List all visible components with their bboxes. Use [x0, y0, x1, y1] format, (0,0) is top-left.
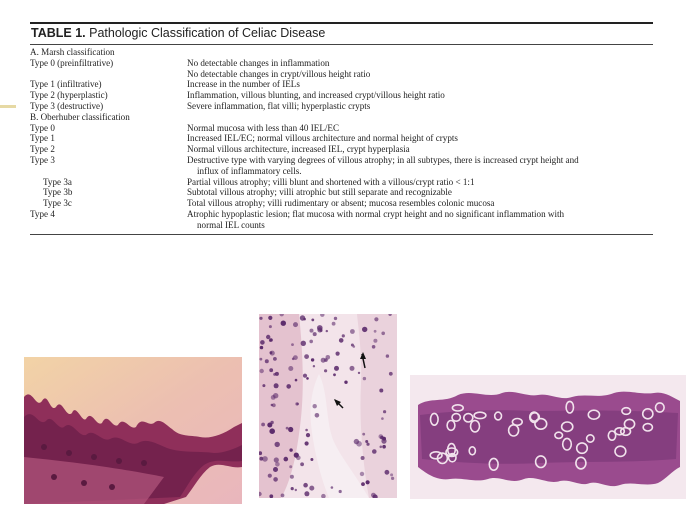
histology-image-left: [24, 357, 242, 504]
row-description-text: Destructive type with varying degrees of villous atrophy; in all subtypes, there is increased crypt height and: [187, 154, 579, 165]
table-row: [30, 90, 653, 101]
row-description: [187, 209, 653, 231]
row-description: [187, 112, 653, 123]
table-row: [30, 133, 653, 144]
row-description: [187, 144, 653, 155]
row-type-label: Type 1: [30, 133, 55, 144]
histology-image-center: [259, 314, 397, 498]
table-row: [30, 177, 653, 188]
table-row: [30, 209, 653, 231]
table-caption-title: Pathologic Classification of Celiac Disease: [89, 26, 326, 40]
table-caption-number: TABLE 1.: [31, 26, 86, 40]
row-type-label: Type 1 (infiltrative): [30, 79, 102, 90]
row-description: [187, 79, 653, 90]
table-row: [30, 155, 653, 177]
row-description: [187, 177, 653, 188]
row-description-text: No detectable changes in inflammation: [187, 57, 330, 68]
row-description-text: Normal villous architecture, increased IEL, crypt hyperplasia: [187, 144, 410, 155]
row-type-label: B. Oberhuber classification: [30, 111, 130, 122]
row-description-continuation: normal IEL counts: [197, 219, 265, 230]
row-type-label: Type 3a: [43, 176, 72, 187]
table-row: [30, 198, 653, 209]
table-caption: [30, 24, 653, 44]
row-description: [187, 133, 653, 144]
row-description: [187, 101, 653, 112]
table-row: [30, 123, 653, 134]
table-body: [30, 45, 653, 231]
row-description: [187, 47, 653, 58]
histology-image-right: [410, 375, 686, 499]
row-description: [187, 69, 653, 80]
table-row: [30, 144, 653, 155]
table-row: [30, 112, 653, 123]
row-type-label: Type 4: [30, 208, 55, 219]
table-row: [30, 101, 653, 112]
table-bottom-rule: [30, 234, 653, 235]
row-description-text: Increase in the number of IELs: [187, 79, 300, 90]
row-description: [187, 187, 653, 198]
row-description-text: Subtotal villous atrophy; villi atrophic but still separate and recognizable: [187, 187, 452, 198]
row-description: [187, 58, 653, 69]
row-description-text: Normal mucosa with less than 40 IEL/EC: [187, 122, 340, 133]
row-description-text: Inflammation, villous blunting, and increased crypt/villous height ratio: [187, 90, 445, 101]
row-description-text: Increased IEL/EC; normal villous architecture and normal height of crypts: [187, 133, 458, 144]
table-row: [30, 79, 653, 90]
row-type-label: Type 0 (preinfiltrative): [30, 57, 114, 68]
row-description-text: Partial villous atrophy; villi blunt and shortened with a villous/crypt ratio < 1:1: [187, 176, 475, 187]
row-type-label: Type 2: [30, 144, 55, 155]
side-accent-mark: [0, 105, 16, 108]
row-description-text: Severe inflammation, flat villi; hyperplastic crypts: [187, 100, 371, 111]
row-description-continuation: influx of inflammatory cells.: [197, 165, 302, 176]
row-description: [187, 155, 653, 177]
row-description: [187, 90, 653, 101]
table-row: [30, 47, 653, 58]
table-row: [30, 187, 653, 198]
row-type-label: Type 3: [30, 154, 55, 165]
row-description-text: Total villous atrophy; villi rudimentary or absent; mucosa resembles colonic mucosa: [187, 198, 495, 209]
table-row: [30, 69, 653, 80]
row-description-text: No detectable changes in crypt/villous height ratio: [187, 68, 371, 79]
row-type-label: Type 3 (destructive): [30, 100, 104, 111]
row-type-label: Type 0: [30, 122, 55, 133]
row-description-text: Atrophic hypoplastic lesion; flat mucosa with normal crypt height and no significant inflammation with: [187, 208, 565, 219]
row-type-label: Type 3c: [43, 198, 72, 209]
row-description: [187, 123, 653, 134]
row-type-label: Type 2 (hyperplastic): [30, 90, 108, 101]
row-type-label: Type 3b: [43, 187, 73, 198]
row-type-label: [30, 69, 187, 80]
table-row: [30, 58, 653, 69]
row-description: [187, 198, 653, 209]
row-type-label: A. Marsh classification: [30, 47, 115, 57]
pathology-table: [30, 22, 653, 235]
